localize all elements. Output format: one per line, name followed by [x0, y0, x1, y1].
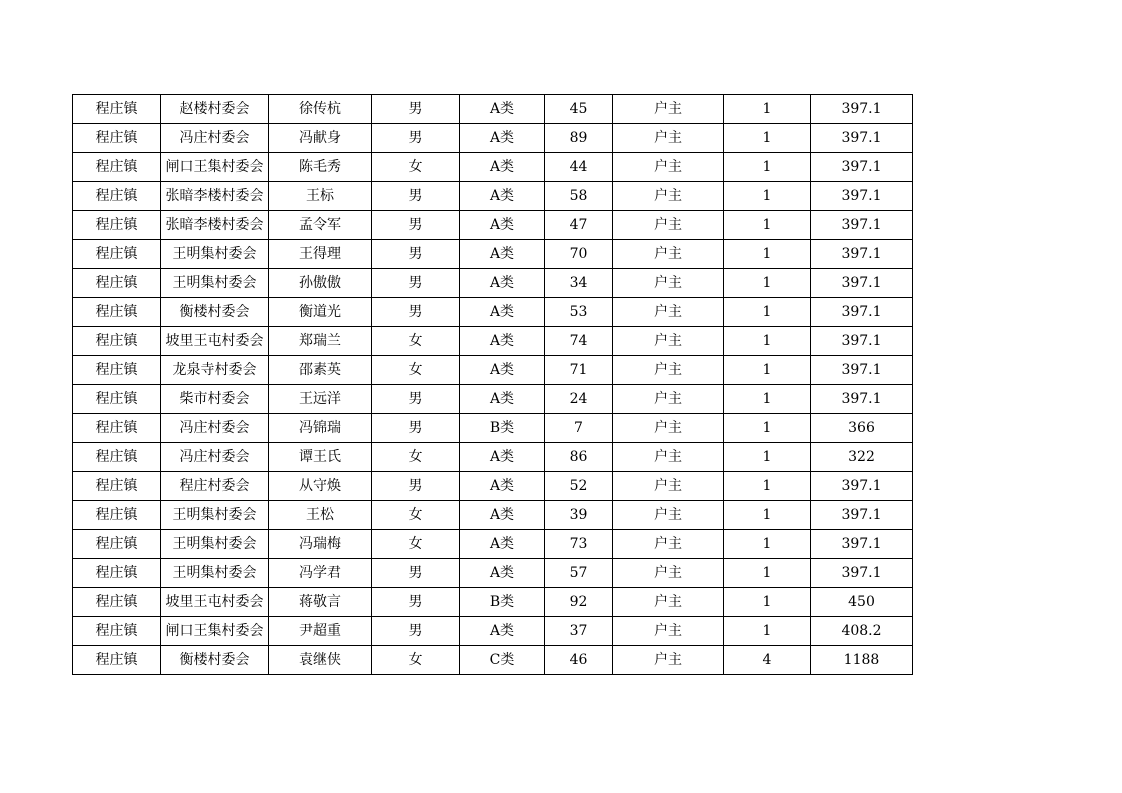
table-row: [73, 95, 913, 124]
name-cell: 冯锦瑞: [269, 414, 372, 443]
name-cell: 王松: [269, 501, 372, 530]
count-cell: 1: [724, 269, 811, 298]
count-cell: 1: [724, 559, 811, 588]
town-cell: 程庄镇: [73, 124, 161, 153]
table-row: [73, 269, 913, 298]
category-cell: B类: [460, 414, 545, 443]
amount-cell: 450: [811, 588, 913, 617]
count-cell: 1: [724, 298, 811, 327]
name-cell: 陈毛秀: [269, 153, 372, 182]
village-committee-cell: 坡里王屯村委会: [161, 327, 269, 356]
category-cell: A类: [460, 211, 545, 240]
table-body: [73, 95, 913, 675]
relation-cell: 户主: [613, 559, 724, 588]
relation-cell: 户主: [613, 153, 724, 182]
table-row: [73, 356, 913, 385]
amount-cell: 397.1: [811, 211, 913, 240]
age-cell: 44: [545, 153, 613, 182]
village-committee-cell: 王明集村委会: [161, 530, 269, 559]
category-cell: A类: [460, 153, 545, 182]
category-cell: A类: [460, 530, 545, 559]
age-cell: 89: [545, 124, 613, 153]
count-cell: 1: [724, 211, 811, 240]
count-cell: 1: [724, 617, 811, 646]
amount-cell: 397.1: [811, 124, 913, 153]
count-cell: 1: [724, 240, 811, 269]
relation-cell: 户主: [613, 443, 724, 472]
relation-cell: 户主: [613, 240, 724, 269]
town-cell: 程庄镇: [73, 646, 161, 675]
count-cell: 1: [724, 443, 811, 472]
amount-cell: 1188: [811, 646, 913, 675]
category-cell: A类: [460, 472, 545, 501]
town-cell: 程庄镇: [73, 269, 161, 298]
town-cell: 程庄镇: [73, 240, 161, 269]
village-committee-cell: 冯庄村委会: [161, 443, 269, 472]
name-cell: 徐传杭: [269, 95, 372, 124]
village-committee-cell: 衡楼村委会: [161, 646, 269, 675]
count-cell: 4: [724, 646, 811, 675]
relation-cell: 户主: [613, 327, 724, 356]
age-cell: 46: [545, 646, 613, 675]
count-cell: 1: [724, 414, 811, 443]
table-row: [73, 530, 913, 559]
gender-cell: 男: [372, 240, 460, 269]
relation-cell: 户主: [613, 472, 724, 501]
table-row: [73, 559, 913, 588]
amount-cell: 397.1: [811, 501, 913, 530]
age-cell: 53: [545, 298, 613, 327]
age-cell: 45: [545, 95, 613, 124]
category-cell: A类: [460, 124, 545, 153]
village-committee-cell: 衡楼村委会: [161, 298, 269, 327]
amount-cell: 397.1: [811, 153, 913, 182]
town-cell: 程庄镇: [73, 327, 161, 356]
name-cell: 谭王氏: [269, 443, 372, 472]
town-cell: 程庄镇: [73, 414, 161, 443]
age-cell: 39: [545, 501, 613, 530]
village-committee-cell: 闸口王集村委会: [161, 617, 269, 646]
relation-cell: 户主: [613, 211, 724, 240]
name-cell: 衡道光: [269, 298, 372, 327]
gender-cell: 男: [372, 472, 460, 501]
village-committee-cell: 王明集村委会: [161, 501, 269, 530]
amount-cell: 408.2: [811, 617, 913, 646]
village-committee-cell: 赵楼村委会: [161, 95, 269, 124]
count-cell: 1: [724, 95, 811, 124]
amount-cell: 397.1: [811, 530, 913, 559]
amount-cell: 397.1: [811, 95, 913, 124]
village-committee-cell: 坡里王屯村委会: [161, 588, 269, 617]
name-cell: 王远洋: [269, 385, 372, 414]
relation-cell: 户主: [613, 617, 724, 646]
gender-cell: 女: [372, 327, 460, 356]
gender-cell: 女: [372, 501, 460, 530]
age-cell: 37: [545, 617, 613, 646]
amount-cell: 397.1: [811, 385, 913, 414]
age-cell: 73: [545, 530, 613, 559]
name-cell: 冯献身: [269, 124, 372, 153]
age-cell: 74: [545, 327, 613, 356]
gender-cell: 男: [372, 269, 460, 298]
gender-cell: 男: [372, 298, 460, 327]
amount-cell: 397.1: [811, 298, 913, 327]
table-row: [73, 646, 913, 675]
name-cell: 冯学君: [269, 559, 372, 588]
amount-cell: 322: [811, 443, 913, 472]
name-cell: 冯瑞梅: [269, 530, 372, 559]
town-cell: 程庄镇: [73, 385, 161, 414]
gender-cell: 男: [372, 182, 460, 211]
town-cell: 程庄镇: [73, 211, 161, 240]
table-row: [73, 472, 913, 501]
town-cell: 程庄镇: [73, 501, 161, 530]
town-cell: 程庄镇: [73, 182, 161, 211]
table-row: [73, 327, 913, 356]
age-cell: 58: [545, 182, 613, 211]
gender-cell: 男: [372, 617, 460, 646]
name-cell: 从守焕: [269, 472, 372, 501]
count-cell: 1: [724, 356, 811, 385]
category-cell: A类: [460, 182, 545, 211]
name-cell: 王标: [269, 182, 372, 211]
relation-cell: 户主: [613, 124, 724, 153]
relation-cell: 户主: [613, 385, 724, 414]
category-cell: A类: [460, 356, 545, 385]
age-cell: 57: [545, 559, 613, 588]
table-row: [73, 443, 913, 472]
relation-cell: 户主: [613, 298, 724, 327]
gender-cell: 男: [372, 385, 460, 414]
gender-cell: 男: [372, 124, 460, 153]
gender-cell: 女: [372, 646, 460, 675]
category-cell: A类: [460, 559, 545, 588]
category-cell: B类: [460, 588, 545, 617]
village-committee-cell: 张暗李楼村委会: [161, 182, 269, 211]
village-committee-cell: 王明集村委会: [161, 269, 269, 298]
category-cell: A类: [460, 617, 545, 646]
village-committee-cell: 张暗李楼村委会: [161, 211, 269, 240]
age-cell: 24: [545, 385, 613, 414]
village-committee-cell: 冯庄村委会: [161, 414, 269, 443]
category-cell: C类: [460, 646, 545, 675]
amount-cell: 397.1: [811, 240, 913, 269]
town-cell: 程庄镇: [73, 153, 161, 182]
table-row: [73, 240, 913, 269]
town-cell: 程庄镇: [73, 356, 161, 385]
name-cell: 孟令军: [269, 211, 372, 240]
town-cell: 程庄镇: [73, 559, 161, 588]
amount-cell: 397.1: [811, 472, 913, 501]
relation-cell: 户主: [613, 588, 724, 617]
age-cell: 47: [545, 211, 613, 240]
gender-cell: 男: [372, 559, 460, 588]
name-cell: 蒋敬言: [269, 588, 372, 617]
gender-cell: 女: [372, 356, 460, 385]
category-cell: A类: [460, 501, 545, 530]
amount-cell: 397.1: [811, 269, 913, 298]
count-cell: 1: [724, 327, 811, 356]
table-row: [73, 124, 913, 153]
village-committee-cell: 王明集村委会: [161, 559, 269, 588]
name-cell: 郑瑞兰: [269, 327, 372, 356]
count-cell: 1: [724, 182, 811, 211]
table-row: [73, 617, 913, 646]
relation-cell: 户主: [613, 530, 724, 559]
name-cell: 邵素英: [269, 356, 372, 385]
town-cell: 程庄镇: [73, 443, 161, 472]
gender-cell: 男: [372, 95, 460, 124]
gender-cell: 男: [372, 414, 460, 443]
table-row: [73, 298, 913, 327]
gender-cell: 男: [372, 588, 460, 617]
town-cell: 程庄镇: [73, 530, 161, 559]
table-row: [73, 414, 913, 443]
count-cell: 1: [724, 472, 811, 501]
amount-cell: 397.1: [811, 356, 913, 385]
gender-cell: 女: [372, 530, 460, 559]
relation-cell: 户主: [613, 356, 724, 385]
relation-cell: 户主: [613, 646, 724, 675]
category-cell: A类: [460, 327, 545, 356]
amount-cell: 366: [811, 414, 913, 443]
table-row: [73, 588, 913, 617]
gender-cell: 女: [372, 443, 460, 472]
count-cell: 1: [724, 588, 811, 617]
category-cell: A类: [460, 385, 545, 414]
category-cell: A类: [460, 240, 545, 269]
village-committee-cell: 程庄村委会: [161, 472, 269, 501]
name-cell: 尹超重: [269, 617, 372, 646]
relation-cell: 户主: [613, 95, 724, 124]
count-cell: 1: [724, 501, 811, 530]
age-cell: 34: [545, 269, 613, 298]
town-cell: 程庄镇: [73, 588, 161, 617]
village-committee-cell: 闸口王集村委会: [161, 153, 269, 182]
age-cell: 70: [545, 240, 613, 269]
category-cell: A类: [460, 95, 545, 124]
name-cell: 袁继侠: [269, 646, 372, 675]
relation-cell: 户主: [613, 269, 724, 298]
age-cell: 71: [545, 356, 613, 385]
table-row: [73, 211, 913, 240]
count-cell: 1: [724, 124, 811, 153]
town-cell: 程庄镇: [73, 95, 161, 124]
count-cell: 1: [724, 385, 811, 414]
gender-cell: 女: [372, 153, 460, 182]
relation-cell: 户主: [613, 414, 724, 443]
count-cell: 1: [724, 530, 811, 559]
amount-cell: 397.1: [811, 327, 913, 356]
amount-cell: 397.1: [811, 559, 913, 588]
category-cell: A类: [460, 443, 545, 472]
name-cell: 孙傲傲: [269, 269, 372, 298]
age-cell: 7: [545, 414, 613, 443]
relation-cell: 户主: [613, 501, 724, 530]
town-cell: 程庄镇: [73, 472, 161, 501]
age-cell: 86: [545, 443, 613, 472]
age-cell: 52: [545, 472, 613, 501]
age-cell: 92: [545, 588, 613, 617]
count-cell: 1: [724, 153, 811, 182]
village-committee-cell: 柴市村委会: [161, 385, 269, 414]
village-committee-cell: 冯庄村委会: [161, 124, 269, 153]
gender-cell: 男: [372, 211, 460, 240]
relation-cell: 户主: [613, 182, 724, 211]
village-committee-cell: 龙泉寺村委会: [161, 356, 269, 385]
category-cell: A类: [460, 269, 545, 298]
village-committee-cell: 王明集村委会: [161, 240, 269, 269]
table-row: [73, 153, 913, 182]
name-cell: 王得理: [269, 240, 372, 269]
town-cell: 程庄镇: [73, 617, 161, 646]
table-row: [73, 385, 913, 414]
town-cell: 程庄镇: [73, 298, 161, 327]
table-row: [73, 182, 913, 211]
category-cell: A类: [460, 298, 545, 327]
table-row: [73, 501, 913, 530]
amount-cell: 397.1: [811, 182, 913, 211]
data-table: [72, 94, 913, 675]
